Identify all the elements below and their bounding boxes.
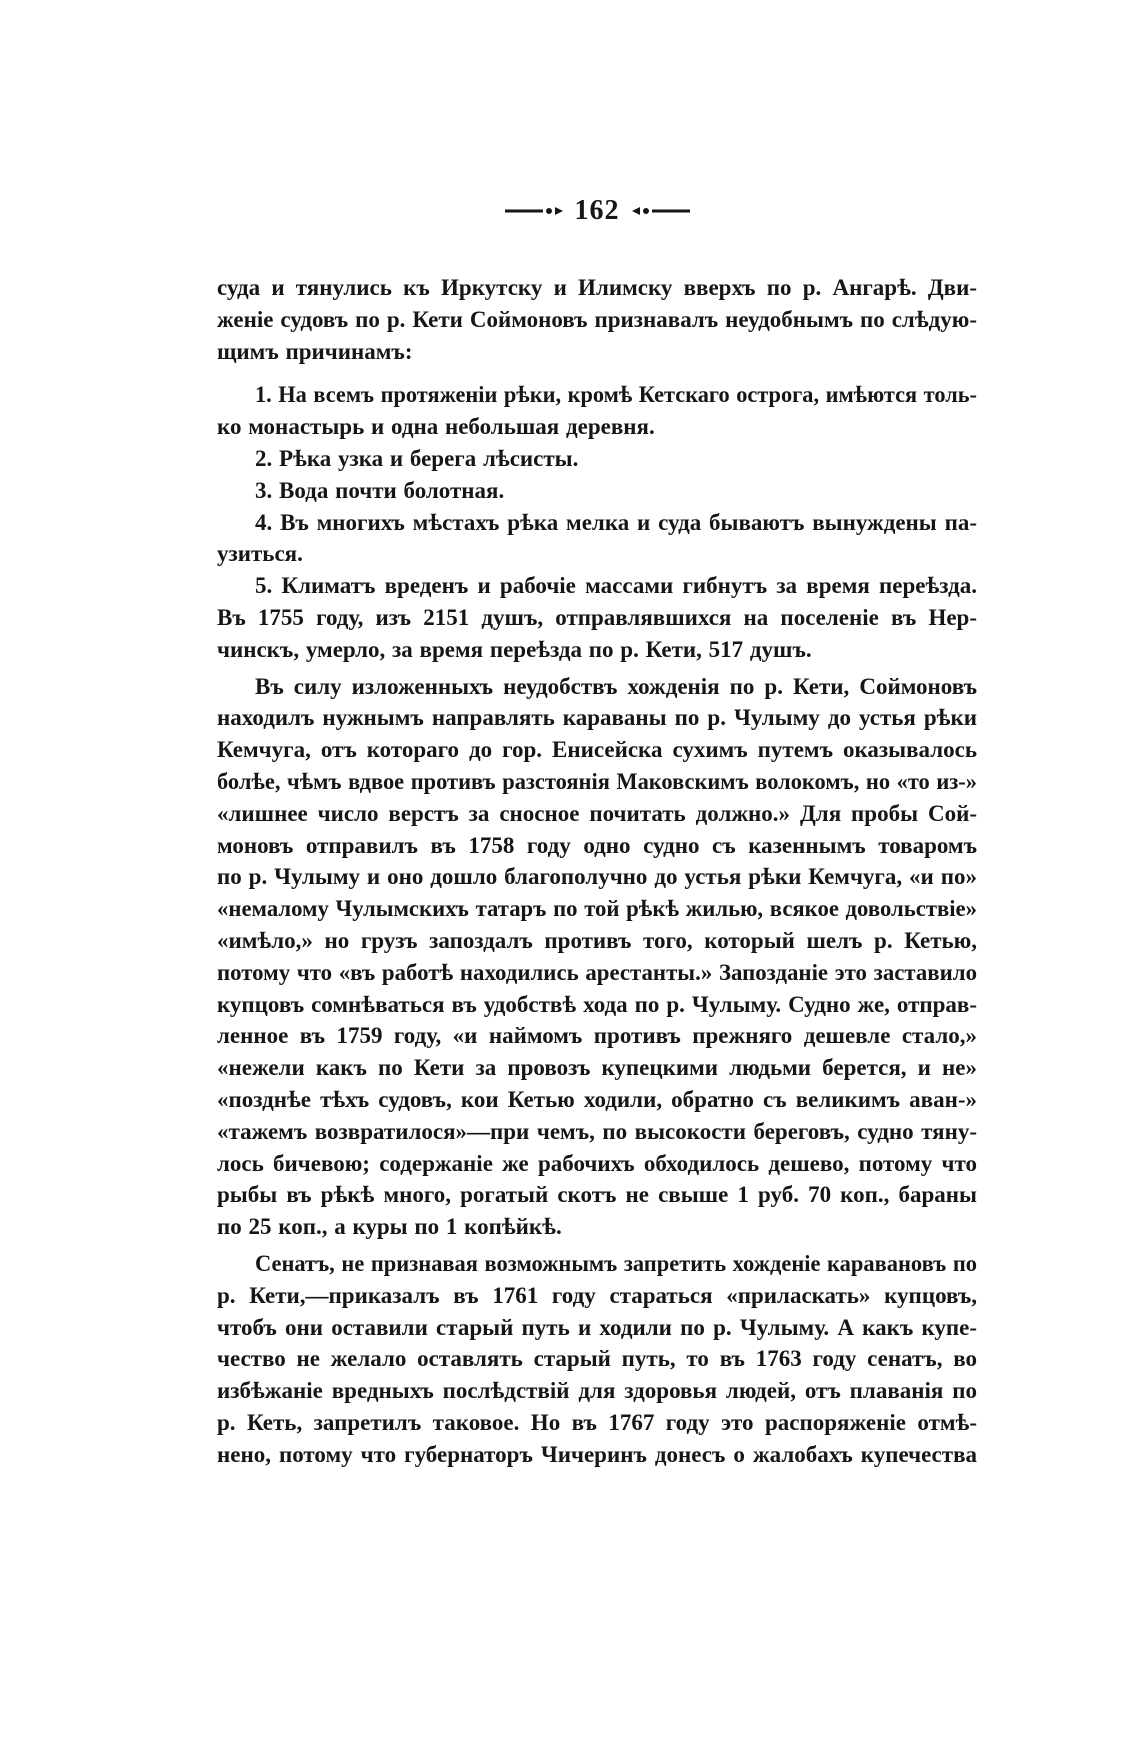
text-line: избѣжаніе вредныхъ послѣдствій для здоровья людей, отъ плаванія по: [217, 1378, 977, 1404]
text-line: 5. Климатъ вреденъ и рабочіе массами гибнутъ за время переѣзда.: [255, 573, 977, 599]
text-line: болѣе, чѣмъ вдвое противъ разстоянія Маковскимъ волокомъ, но «то из-»: [217, 768, 977, 794]
text-line: «лишнее число верстъ за сносное почитать должно.» Для пробы Сой-: [217, 800, 977, 826]
text-line: женіе судовъ по р. Кети Соймоновъ признавалъ неудобнымъ по слѣдую-: [217, 306, 977, 332]
text-line: чтобъ они оставили старый путь и ходили по р. Чулыму. А какъ купе-: [217, 1314, 977, 1340]
text-line: р. Кеть, запретилъ таковое. Но въ 1767 году это распоряженіе отмѣ-: [217, 1409, 977, 1435]
text-line: лось бичевою; содержаніе же рабочихъ обходилось дешево, потому что: [217, 1150, 977, 1176]
page-header: [217, 193, 977, 229]
text-line: «имѣло,» но грузъ запоздалъ противъ того, который шелъ р. Кетью,: [217, 927, 977, 953]
text-line: рыбы въ рѣкѣ много, рогатый скотъ не свыше 1 руб. 70 коп., бараны: [217, 1182, 977, 1208]
paragraph: [217, 1248, 977, 1471]
list-item-1: [217, 379, 977, 443]
text-line: 1. На всемъ протяженіи рѣки, кромѣ Кетскаго острога, имѣются толь-: [255, 382, 977, 408]
text-line: чество не желало оставлять старый путь, то въ 1763 году сенатъ, во: [217, 1346, 977, 1372]
text-line: нено, потому что губернаторъ Чичеринъ донесъ о жалобахъ купечества: [217, 1441, 977, 1467]
text-line: узиться.: [217, 541, 303, 567]
text-line: суда и тянулись къ Иркутску и Илимску вверхъ по р. Ангарѣ. Дви-: [217, 275, 977, 300]
text-line: «тажемъ возвратилося»—при чемъ, по высокости береговъ, судно тяну-: [217, 1118, 977, 1144]
paragraph-continuation: [217, 272, 977, 367]
text-line: «нежели какъ по Кети за провозъ купецкими людьми берется, и не»: [217, 1055, 977, 1081]
list-item-2: [217, 443, 977, 475]
list-item-5: [217, 570, 977, 665]
text-line: по р. Чулыму и оно дошло благополучно до устья рѣки Кемчуга, «и по»: [217, 864, 977, 890]
text-line: чинскъ, умерло, за время переѣзда по р. Кети, 517 душъ.: [217, 636, 812, 662]
text-line: «позднѣе тѣхъ судовъ, кои Кетью ходили, обратно съ великимъ аван-»: [217, 1086, 977, 1112]
text-line: ленное въ 1759 году, «и наймомъ противъ прежняго дешевле стало,»: [217, 1023, 977, 1049]
list-item-3: [217, 475, 977, 507]
text-line: Кемчуга, отъ котораго до гор. Енисейска сухимъ путемъ оказывалось: [217, 737, 977, 763]
text-line: 4. Въ многихъ мѣстахъ рѣка мелка и суда бываютъ вынуждены па-: [255, 509, 977, 535]
ornament-dash-left-icon: [503, 204, 567, 218]
text-line: Въ 1755 году, изъ 2151 душъ, отправлявшихся на поселеніе въ Нер-: [217, 604, 977, 630]
text-line: Сенатъ, не признавая возможнымъ запретить хожденіе каравановъ по: [255, 1250, 977, 1276]
text-line: моновъ отправилъ въ 1758 году одно судно съ казеннымъ товаромъ: [217, 832, 977, 858]
text-line: щимъ причинамъ:: [217, 338, 413, 364]
page-number: 162: [574, 195, 620, 226]
text-line: 3. Вода почти болотная.: [255, 477, 505, 503]
list-item-4: [217, 507, 977, 571]
body-text: [217, 272, 977, 1470]
paragraph: [217, 671, 977, 1243]
text-line: ко монастырь и одна небольшая деревня.: [217, 414, 655, 440]
text-line: р. Кети,—приказалъ въ 1761 году стараться «приласкать» купцовъ,: [217, 1282, 977, 1308]
text-line: потому что «въ работѣ находились арестанты.» Запозданіе это заставило: [217, 959, 977, 985]
text-line: 2. Рѣка узка и берега лѣсисты.: [255, 445, 579, 471]
text-line: купцовъ сомнѣваться въ удобствѣ хода по р. Чулыму. Судно же, отправ-: [217, 991, 977, 1017]
text-line: Въ силу изложенныхъ неудобствъ хожденія по р. Кети, Соймоновъ: [255, 673, 977, 699]
ornament-dash-right-icon: [628, 204, 692, 218]
text-line: «немалому Чулымскихъ татаръ по той рѣкѣ жилью, всякое довольствіе»: [217, 896, 977, 922]
text-line: по 25 коп., а куры по 1 копѣйкѣ.: [217, 1214, 562, 1240]
text-line: находилъ нужнымъ направлять караваны по р. Чулыму до устья рѣки: [217, 705, 977, 731]
